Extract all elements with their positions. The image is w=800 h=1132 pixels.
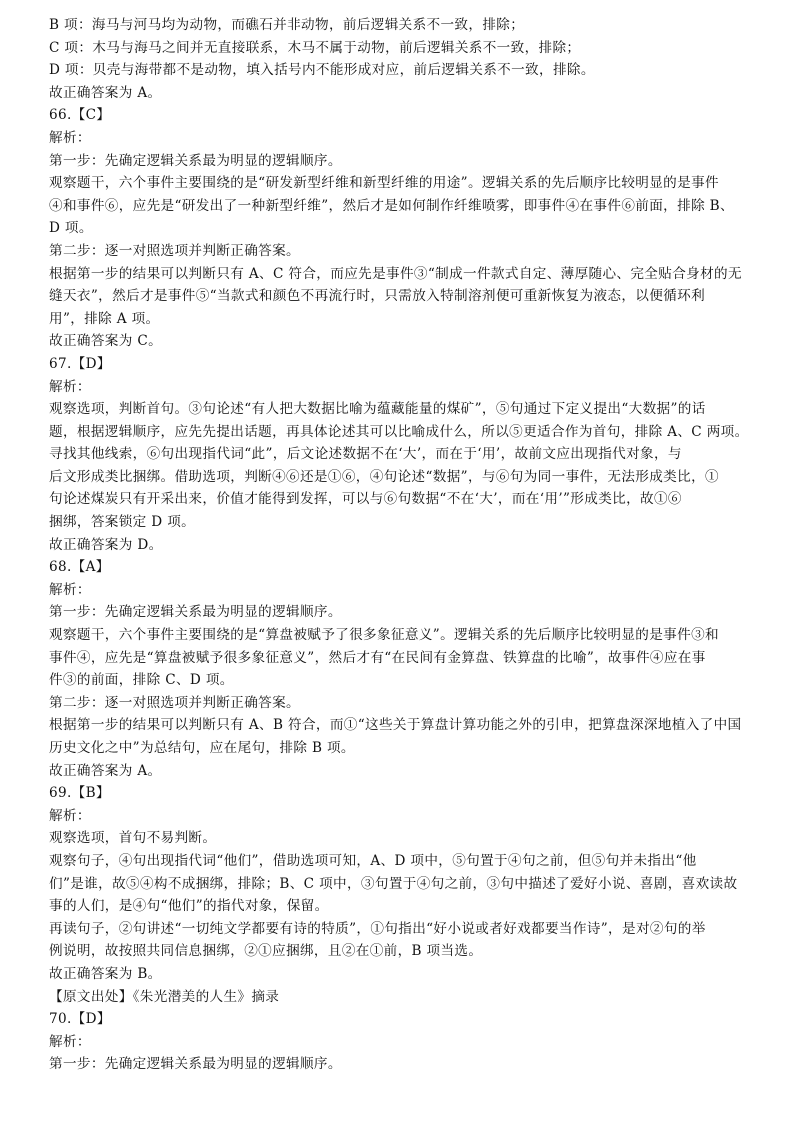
question-number: 67.【D】 <box>49 355 111 372</box>
text-line: 观察句子，④句出现指代词“他们”，借助选项可知，A、D 项中，⑤句置于④句之前，但⑤句并未指出“他 <box>49 852 697 869</box>
text-line: 缝天衣”，然后才是事件⑤“当款式和颜色不再流行时，只需放入特制溶剂便可重新恢复为液态，以便循环利 <box>49 288 706 305</box>
text-line: 第一步：先确定逻辑关系最为明显的逻辑顺序。 <box>49 1056 342 1073</box>
text-line: 事的人们，是④句“他们”的指代对象，保留。 <box>49 898 329 915</box>
text-line: ④和事件⑥，应先是“研发出了一种新型纤维”，然后才是如何制作纤维喷雾，即事件④在事件⑥前面，排除 B、 <box>49 197 734 214</box>
analysis-heading: 解析： <box>49 581 91 598</box>
text-line: 用”，排除 A 项。 <box>49 310 160 327</box>
text-line: 们”是谁，故⑤④构不成捆绑，排除；B、C 项中，③句置于④句之前，③句中描述了爱好小说、喜剧，喜欢读故 <box>49 875 738 892</box>
text-line: 历史文化之中”为总结句，应在尾句，排除 B 项。 <box>49 740 355 756</box>
text-line: 根据第一步的结果可以判断只有 A、B 符合，而①“这些关于算盘计算功能之外的引申，把算盘深深地植入了中国 <box>49 717 742 734</box>
analysis-heading: 解析： <box>49 129 91 146</box>
text-line: C 项：木马与海马之间并无直接联系，木马不属于动物，前后逻辑关系不一致，排除； <box>49 39 581 56</box>
text-line: 再读句子，②句讲述“一切纯文学都要有诗的特质”，①句指出“好小说或者好戏都要当作诗”，是对②句的举 <box>49 920 706 937</box>
answer-line: 故正确答案为 D。 <box>49 536 163 553</box>
question-number: 69.【B】 <box>49 785 110 802</box>
question-number: 66.【C】 <box>49 107 111 124</box>
analysis-heading: 解析： <box>49 378 91 395</box>
document-body <box>49 14 759 1076</box>
source-note: 【原文出处】《朱光潜美的人生》摘录 <box>49 988 280 1005</box>
text-line: 根据第一步的结果可以判断只有 A、C 符合，而应先是事件③“制成一件款式自定、薄厚随心、完全贴合身材的无 <box>49 265 742 282</box>
question-number: 70.【D】 <box>49 1011 111 1028</box>
text-line: D 项。 <box>49 220 93 237</box>
text-line: 第二步：逐一对照选项并判断正确答案。 <box>49 242 300 259</box>
text-line: 后文形成类比捆绑。借助选项，判断④⑥还是①⑥，④句论述“数据”，与⑥句为同一事件，无法形成类比，① <box>49 468 719 485</box>
text-line: B 项：海马与河马均为动物，而礁石并非动物，前后逻辑关系不一致，排除； <box>49 17 525 33</box>
text-line: 观察题干，六个事件主要围绕的是“算盘被赋予了很多象征意义”。逻辑关系的先后顺序比较明显的是事件③和 <box>49 627 719 644</box>
answer-line: 故正确答案为 A。 <box>49 84 162 101</box>
answer-line: 故正确答案为 B。 <box>49 965 162 982</box>
answer-line: 故正确答案为 C。 <box>49 333 163 350</box>
text-line: 题，根据逻辑顺序，应先先提出话题，再具体论述其可以比喻成什么，所以⑤更适合作为首句，排除 A、C 两项。 <box>49 423 749 440</box>
analysis-heading: 解析： <box>49 1033 91 1050</box>
text-line: 观察选项，判断首句。③句论述“有人把大数据比喻为蕴藏能量的煤矿”，⑤句通过下定义提出“大数据”的话 <box>49 401 706 418</box>
text-line: 第二步：逐一对照选项并判断正确答案。 <box>49 694 300 711</box>
text-line: 观察选项，首句不易判断。 <box>49 830 217 847</box>
text-line: 例说明，故按照共同信息捆绑，②①应捆绑，且②在①前，B 项当选。 <box>49 943 483 960</box>
analysis-heading: 解析： <box>49 807 91 824</box>
text-line: 件③的前面，排除 C、D 项。 <box>49 672 234 689</box>
text-line: 寻找其他线索，⑥句出现指代词“此”，后文论述数据不在‘大’，而在于‘用’，故前文应出现指代对象，与 <box>49 446 682 463</box>
text-line: 事件④，应先是“算盘被赋予很多象征意义”，然后才有“在民间有金算盘、铁算盘的比喻”，故事件④应在事 <box>49 649 706 666</box>
text-line: 句论述煤炭只有开采出来，价值才能得到发挥，可以与⑥句数据“不在‘大’，而在‘用’”形成类比，故①⑥ <box>49 491 682 508</box>
answer-line: 故正确答案为 A。 <box>49 762 162 779</box>
text-line: 第一步：先确定逻辑关系最为明显的逻辑顺序。 <box>49 152 342 169</box>
text-line: 第一步：先确定逻辑关系最为明显的逻辑顺序。 <box>49 604 342 621</box>
text-line: D 项：贝壳与海带都不是动物，填入括号内不能形成对应，前后逻辑关系不一致，排除。 <box>49 62 595 79</box>
text-line: 观察题干，六个事件主要围绕的是“研发新型纤维和新型纤维的用途”。逻辑关系的先后顺序比较明显的是事件 <box>49 175 719 192</box>
question-number: 68.【A】 <box>49 559 110 576</box>
text-line: 捆绑，答案锁定 D 项。 <box>49 514 196 531</box>
